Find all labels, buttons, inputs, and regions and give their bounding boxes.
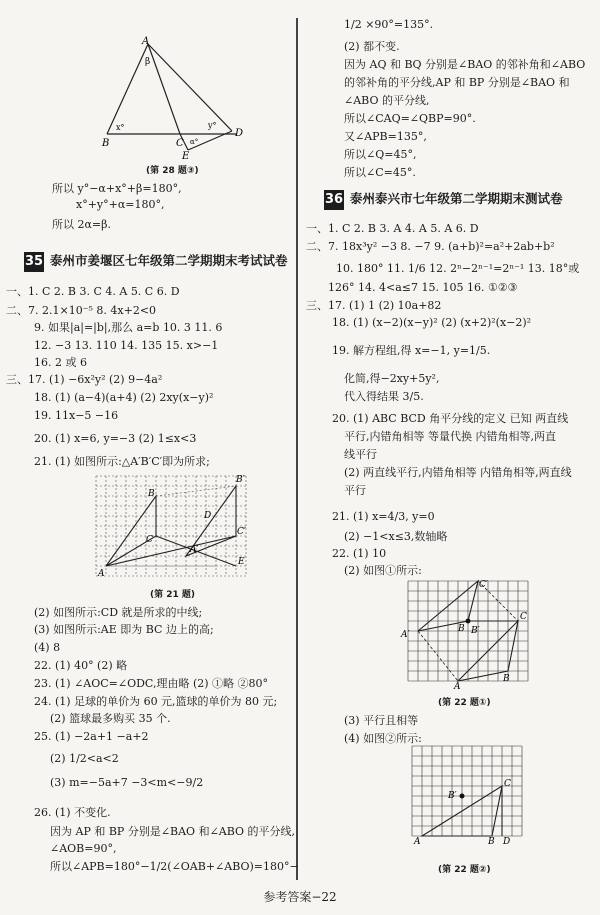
answer-line: 二、7. 2.1×10⁻⁵ 8. 4x+2<0 [6,304,157,317]
answer-line: (2) 篮球最多购买 35 个. [50,712,171,725]
answer-line: ∠AOB=90°, [50,842,117,855]
figure-22-2-caption: (第 22 题②) [438,865,491,875]
answer-line: 线平行 [344,448,377,461]
label-C: C [504,779,511,789]
figure-22-1-grid [398,577,538,689]
answer-line: (2) −1<x≤3,数轴略 [344,530,448,543]
answer-line: (2) 1/2<a<2 [50,752,119,765]
label-C: C [176,138,184,149]
answer-line: (2) 如图①所示: [344,564,422,577]
label-A: A [454,682,461,689]
answer-line: (4) 8 [34,641,61,654]
label-Aprime: A′ [401,630,410,640]
answer-line: (3) 如图所示:AE 即为 BC 边上的高; [34,623,214,636]
answer-line: 21. (1) x=4/3, y=0 [332,510,435,523]
answer-line: 22. (1) 10 [332,547,387,560]
section-number: 35 [24,252,44,272]
answer-line: 9. 如果|a|=|b|,那么 a=b 10. 3 11. 6 [34,321,223,334]
answer-line: 22. (1) 40° (2) 略 [34,659,128,672]
section-36-header [324,188,563,210]
text-line: 又∠APB=135°, [344,130,427,143]
label-Bprime: B′ [236,475,245,485]
answer-line: 化简,得−2xy+5y², [344,372,440,385]
answer-line: (3) m=−5a+7 −3<m<−9/2 [50,776,204,789]
text-line: 所以 y°−α+x°+β=180°, [52,182,182,195]
figure-22-2-grid [402,742,532,854]
answer-line: 20. (1) ABC BCD 角平分线的定义 已知 两直线 [332,412,569,425]
text-line: 所以∠CAQ=∠QBP=90°. [344,112,476,125]
text-line: 所以∠Q=45°, [344,148,417,161]
text-line: 所以∠C=45°. [344,166,416,179]
answer-line: (4) 如图②所示: [344,732,422,745]
answer-line: 代入得结果 3/5. [344,390,424,403]
label-E: E [238,557,245,567]
answer-line: 25. (1) −2a+1 −a+2 [34,730,149,743]
text-line: 因为 AQ 和 BQ 分别是∠BAO 的邻补角和∠ABO [344,58,586,71]
figure-28-3 [92,36,252,160]
label-B: B [148,489,155,499]
answer-line: 19. 11x−5 −16 [34,409,119,422]
answer-line: 16. 2 或 6 [34,356,87,369]
answer-line: 因为 AP 和 BP 分别是∠BAO 和∠ABO 的平分线, [50,825,296,838]
label-A: A [98,569,105,579]
label-Aprime: A′ [190,545,199,555]
answer-line: 三、17. (1) −6x²y² (2) 9−4a² [6,373,163,386]
label-C: C [146,535,153,545]
figure-21-caption: (第 21 题) [150,590,196,600]
label-C: C [520,612,527,622]
section-35-header [24,250,288,272]
column-divider [296,18,298,880]
answer-line: 所以∠APB=180°−1/2(∠OAB+∠ABO)=180°− [50,860,299,873]
answer-line: 26. (1) 不变化. [34,806,111,819]
answer-line: 18. (1) (a−4)(a+4) (2) 2xy(x−y)² [34,391,214,404]
text-line: (2) 都不变. [344,40,400,53]
answer-line: 一、1. C 2. B 3. A 4. A 5. A 6. D [306,222,479,235]
answer-line: (2) 如图所示:CD 就是所求的中线; [34,606,203,619]
text-line: 1/2 ×90°=135°. [344,18,434,31]
text-line: ∠ABO 的平分线, [344,94,430,107]
label-Cprime: C′ [479,580,488,590]
figure-28-caption: (第 28 题③) [146,166,199,176]
answer-line: 24. (1) 足球的单价为 60 元,篮球的单价为 80 元; [34,695,278,708]
page-footer: 参考答案−22 [263,890,337,904]
text-line: 所以 2α=β. [52,218,111,231]
label-B: B [458,624,465,634]
label-Bprime: B′ [448,791,457,801]
section-title: 泰州市姜堰区七年级第二学期期末考试试卷 [50,253,288,268]
answer-line: 三、17. (1) 1 (2) 10a+82 [306,299,442,312]
text-line: x°+y°+α=180°, [76,198,165,211]
section-title: 泰州泰兴市七年级第二学期期末测试卷 [350,191,563,206]
label-beta: β [145,57,151,67]
answer-line: 20. (1) x=6, y=−3 (2) 1≤x<3 [34,432,197,445]
answer-line: 126° 14. 4<a≤7 15. 105 16. ①②③ [328,281,518,294]
label-E: E [182,151,190,160]
answer-line: 23. (1) ∠AOC=∠ODC,理由略 (2) ①略 ②80° [34,677,269,690]
label-B: B [102,138,110,149]
label-y: y° [208,121,217,130]
answer-line: (3) 平行且相等 [344,714,419,727]
label-Bprime: B′ [471,626,480,636]
label-alpha: α° [190,138,199,146]
figure-21-grid [92,472,252,582]
answer-line: 19. 解方程组,得 x=−1, y=1/5. [332,344,491,357]
figure-22-1-caption: (第 22 题①) [438,698,491,708]
label-Cprime: C′ [237,527,246,537]
answer-line: 12. −3 13. 110 14. 135 15. x>−1 [34,339,219,352]
answer-line: 21. (1) 如图所示:△A′B′C′即为所求; [34,455,210,468]
answer-line: 10. 180° 11. 1/6 12. 2ⁿ−2ⁿ⁻¹=2ⁿ⁻¹ 13. 18°或 [336,262,580,275]
label-B2: B [503,674,510,684]
answer-line: 平行 [344,484,366,497]
answer-line: 平行,内错角相等 等量代换 内错角相等,两直 [344,430,556,443]
answer-line: 一、1. C 2. B 3. C 4. A 5. C 6. D [6,285,180,298]
label-D: D [503,837,511,847]
label-B: B [488,837,495,847]
answer-line: (2) 两直线平行,内错角相等 内错角相等,两直线 [344,466,572,479]
label-D: D [204,511,212,521]
label-x: x° [116,123,125,132]
label-A: A [142,36,150,47]
label-A: A [414,837,421,847]
text-line: 的邻补角的平分线,AP 和 BP 分别是∠BAO 和 [344,76,570,89]
answer-line: 18. (1) (x−2)(x−y)² (2) (x+2)²(x−2)² [332,316,532,329]
section-number: 36 [324,190,344,210]
label-D: D [235,128,244,139]
answer-line: 二、7. 18x³y² −3 8. −7 9. (a+b)²=a²+2ab+b² [306,240,555,253]
